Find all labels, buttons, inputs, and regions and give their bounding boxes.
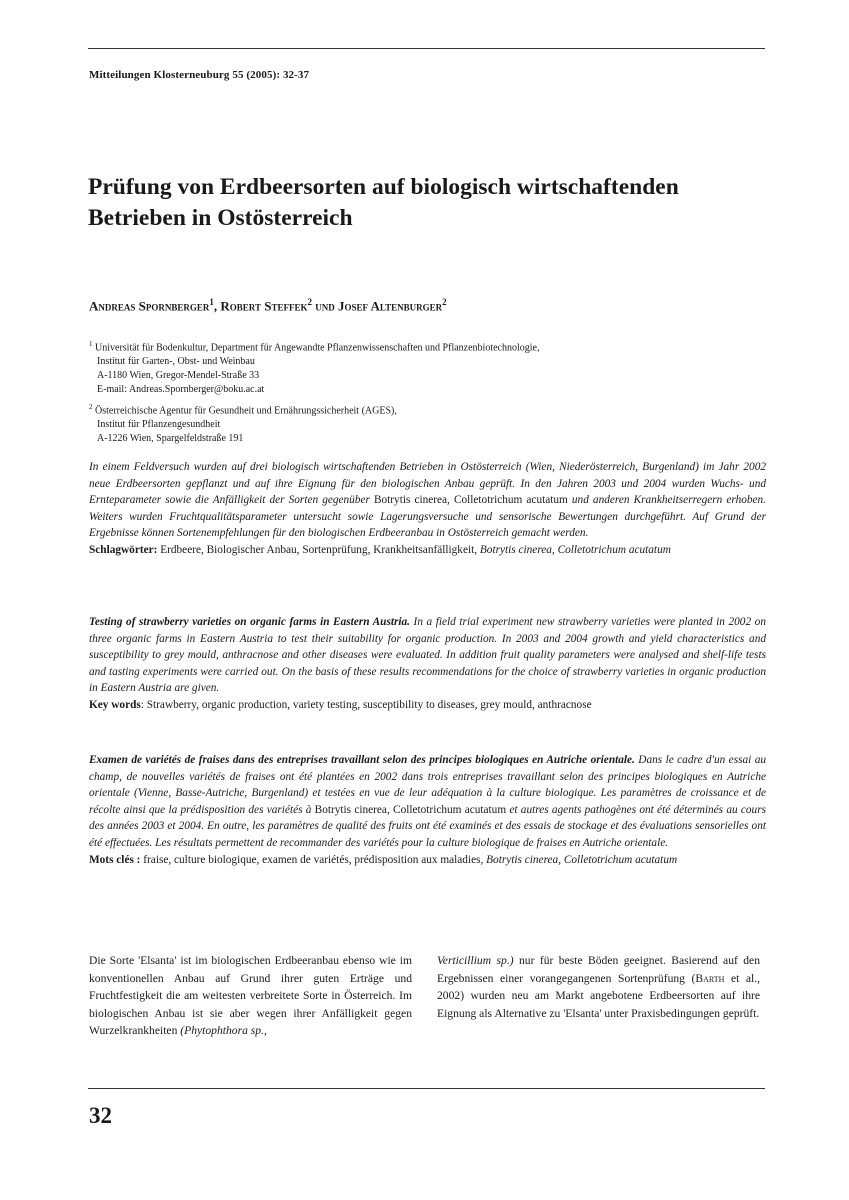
abstract-french <box>89 752 766 868</box>
affiliation-line: Institut für Pflanzengesundheit <box>97 419 221 431</box>
abstract-english <box>89 614 766 714</box>
author-separator: und <box>311 298 338 314</box>
page-number: 32 <box>89 1103 112 1128</box>
body-text: et al., 2002) wurden neu am Markt angebotene Erdbeersorten auf ihre Eignung als Alternative zu 'Elsanta' unter Praxisbedingungen geprüft. <box>437 971 761 1020</box>
keywords-text: Erdbeere, Biologischer Anbau, Sortenprüfung, Krankheitsanfälligkeit, <box>157 543 480 556</box>
affiliation-line: A-1180 Wien, Gregor-Mendel-Straße 33 <box>97 370 260 382</box>
journal-citation: Mitteilungen Klosterneuburg 55 (2005): 32-37 <box>89 69 310 81</box>
body-text: nur für beste Böden geeignet. Basierend auf den Ergebnissen einer vorangegangenen Sortenprüfung ( <box>437 954 760 985</box>
article-title: Prüfung von Erdbeersorten auf biologisch wirtschaftenden Betrieben in Ostösterreich <box>88 174 679 231</box>
abstract-german <box>89 459 766 559</box>
affiliation-line: Institut für Garten-, Obst- und Weinbau <box>97 356 255 368</box>
keywords-species: Botrytis cinerea, Colletotrichum acutatum <box>479 543 671 556</box>
header-rule <box>88 48 765 49</box>
abstract-text: In a field trial experiment new strawberry varieties were planted in 2002 on three organic farms in Eastern Austria to test their suitability for organic production. In 2003 and 2004 growth and yield characteristics and susceptibility to grey mould, anthracnose and other diseases were evaluated. In addition fruit quality parameters were analysed and shelf-life tests and tasting experiments were carried out. On the basis of these results recommendations for the choice of strawberry varieties in organic production in Eastern Austria are given. <box>89 616 766 695</box>
author-name: Andreas Spornberger <box>89 298 210 314</box>
affiliation-marker: 1 <box>89 340 93 348</box>
body-species: Verticillium sp.) <box>437 954 514 967</box>
affiliation-marker: 2 <box>89 403 93 411</box>
abstract-text: et autres agents pathogènes ont été déterminés au cours des années 2003 et 2004. En outre, les paramètres de qualité des fruits ont été examinés et des essais de stockage et des évaluations sensorielles ont été effectuées. Les résultats permettent de recommander des variétés pour la culture biologique de fraises en Autriche orientale. <box>89 803 766 849</box>
footer-rule <box>88 1088 765 1089</box>
affiliation-line: A-1226 Wien, Spargelfeldstraße 191 <box>97 433 244 445</box>
affiliation-line: Universität für Bodenkultur, Department für Angewandte Pflanzenwissenschaften und Pflanzenbiotechnologie, <box>95 342 540 354</box>
author-affiliation-marker: 2 <box>307 297 312 307</box>
keywords-label: Schlagwörter: <box>89 543 158 556</box>
author-name: Josef Altenburger <box>337 298 443 314</box>
keywords-label: Key words <box>89 698 141 711</box>
abstract-text: Dans le cadre d'un essai au champ, de nouvelles variétés de fraises ont été plantées en 2002 dans trois entreprises travaillant selon des principes biologiques en Autriche orientale (Vienne, Basse-Autriche, Burgenland) et testées en vue de leur adéquation à la culture biologique. Les paramètres de croissance et de récolte ainsi que la prédisposition des variétés à <box>89 754 766 816</box>
keywords-species: Botrytis cinerea, Colletotrichum acutatum <box>486 853 678 866</box>
author-list <box>89 297 447 314</box>
affiliation-2 <box>89 400 397 446</box>
abstract-text: und anderen Krankheitserregern erhoben. Weiters wurden Fruchtqualitätsparameter untersucht sowie Lagerungsversuche und sensorische Bewertungen durchgeführt. Auf Grund der Ergebnisse können Sortenempfehlungen für den biologischen Erdbeeranbau in Ostösterreich gemacht werden. <box>89 494 766 540</box>
keywords-text: fraise, culture biologique, examen de variétés, prédisposition aux maladies, <box>140 853 487 866</box>
affiliation-line: Österreichische Agentur für Gesundheit und Ernährungssicherheit (AGES), <box>95 405 397 417</box>
author-name: Robert Steffek <box>220 298 308 314</box>
abstract-title: Examen de variétés de fraises dans des entreprises travaillant selon des principes biologiques en Autriche orientale. <box>89 754 635 766</box>
abstract-text: In einem Feldversuch wurden auf drei biologisch wirtschaftenden Betrieben in Ostösterreich (Wien, Niederösterreich, Burgenland) im Jahr 2002 neue Erdbeersorten gepflanzt und auf ihre Eignung für den biologischen Anbau geprüft. In den Jahren 2003 und 2004 wurden Wuchs- und Ernteparameter sowie die Anfälligkeit der Sorten gegenüber <box>89 461 766 507</box>
affiliation-1 <box>89 337 539 397</box>
abstract-species: Botrytis cinerea, Colletotrichum acutatum <box>311 803 510 816</box>
author-affiliation-marker: 1 <box>209 297 214 307</box>
body-text: Die Sorte 'Elsanta' ist im biologischen Erdbeeranbau ebenso wie im konventionellen Anbau auf Grund ihrer guten Erträge und Fruchtfestigkeit die am weitesten verbreitete Sorte in Österreich. Im biologischen Anbau ist sie aber wegen ihrer Anfälligkeit gegen Wurzelkrankheiten <box>89 954 412 1038</box>
keywords-label: Mots clés : <box>89 853 141 866</box>
abstract-species: Botrytis cinerea, Colletotrichum acutatum <box>369 494 572 507</box>
body-column-right <box>437 952 760 1022</box>
keywords-text: : Strawberry, organic production, variety testing, susceptibility to diseases, grey mould, anthracnose <box>140 698 592 711</box>
author-affiliation-marker: 2 <box>442 297 447 307</box>
abstract-title: Testing of strawberry varieties on organic farms in Eastern Austria. <box>89 616 410 628</box>
citation-author: Barth <box>695 971 725 985</box>
affiliation-email: E-mail: Andreas.Spornberger@boku.ac.at <box>97 384 265 396</box>
author-separator: , <box>213 298 221 314</box>
body-column-left <box>89 952 412 1040</box>
body-species: (Phytophthora sp., <box>180 1024 267 1038</box>
